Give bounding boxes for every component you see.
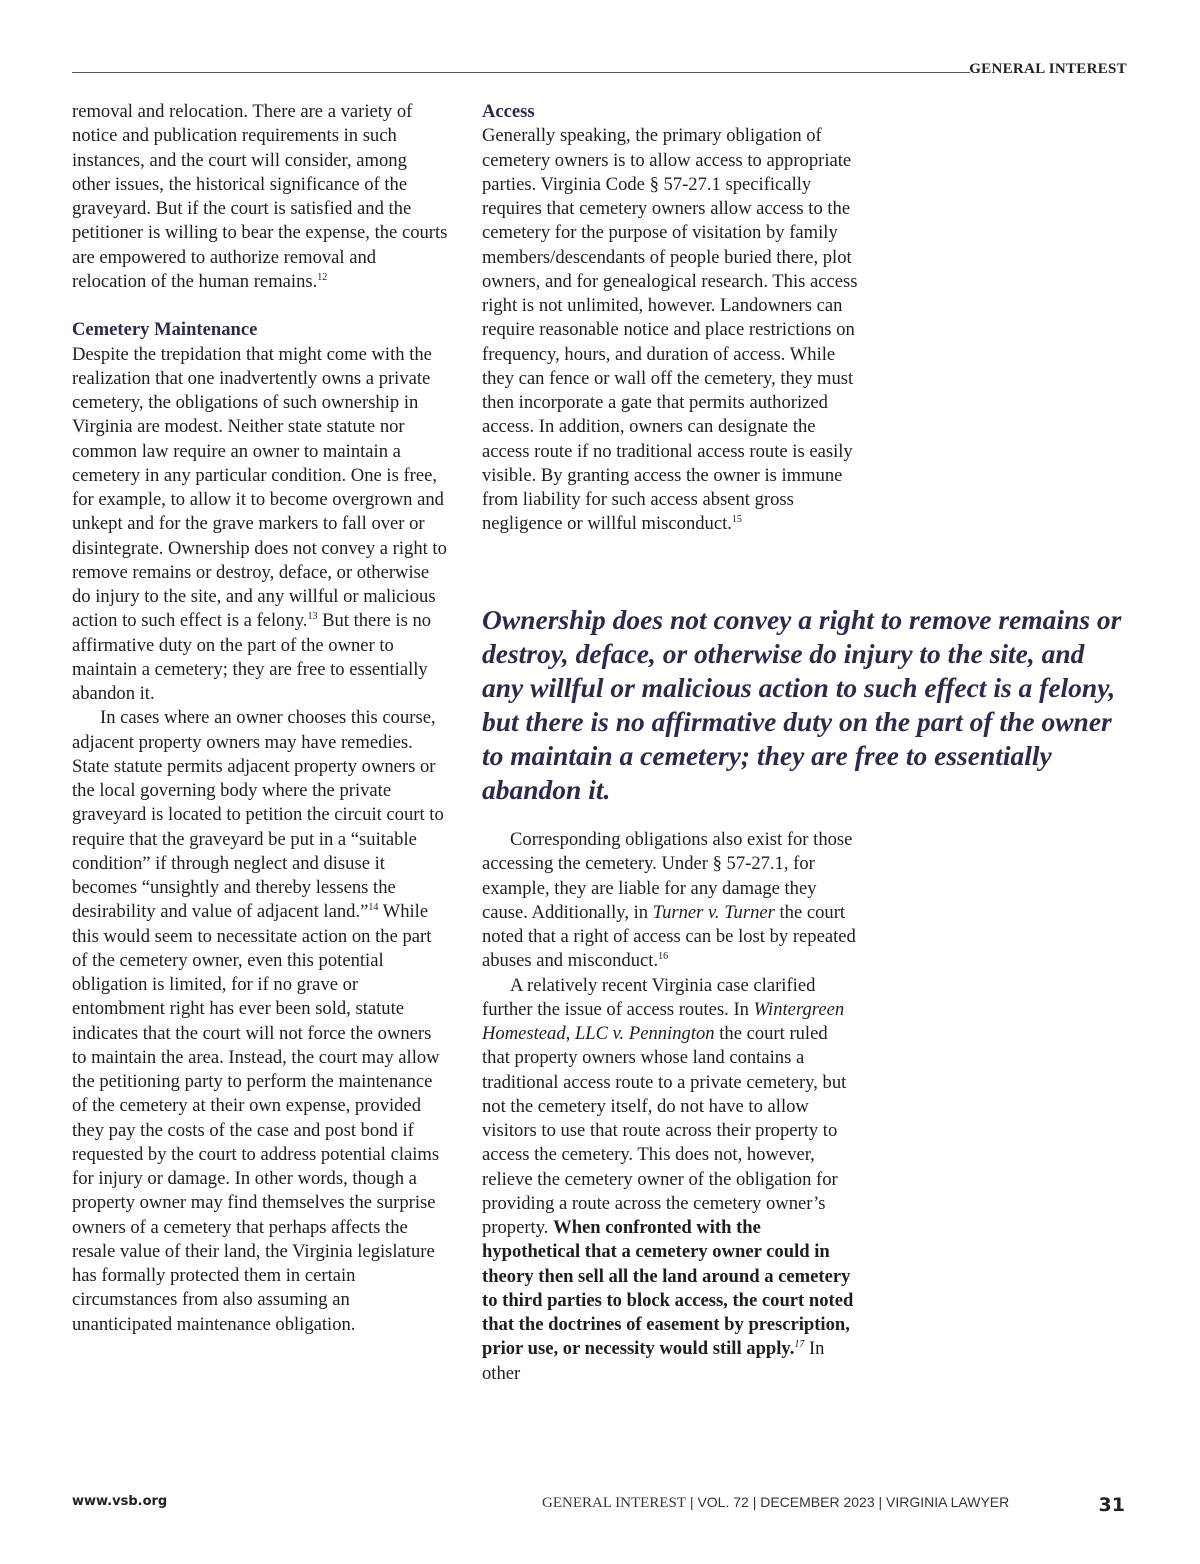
footnote-ref-15: 15 bbox=[731, 514, 742, 526]
footnote-ref-16: 16 bbox=[658, 951, 669, 963]
footer-url[interactable]: www.vsb.org bbox=[72, 1494, 168, 1509]
heading-access: Access bbox=[482, 101, 535, 122]
footnote-ref-13: 13 bbox=[307, 611, 318, 623]
case-name-wintergreen: Wintergreen Homestead, LLC v. Pennington bbox=[482, 998, 845, 1044]
pull-quote: Ownership does not convey a right to remove remains or destroy, deface, or otherwise do injury to the site, and any willful or malicious action to such effect is a felony, but there is no affirmative duty on the part of the owner to maintain a cemetery; they are free to essentially abandon it. bbox=[482, 604, 1122, 805]
section-label: GENERAL INTEREST bbox=[969, 61, 1127, 77]
footer-publication-info: GENERAL INTEREST | VOL. 72 | DECEMBER 2023 | VIRGINIA LAWYER bbox=[542, 1494, 1010, 1511]
paragraph-corresponding-obligations: Corresponding obligations also exist for those accessing the cemetery. Under § 57-27.1, for example, they are liable for any damage they cause. Additionally, in Turner v. Turner the court noted that a right of access can be lost by repeated abuses and misconduct.$^{16}$ bbox=[482, 829, 856, 972]
left-column bbox=[72, 100, 448, 1337]
bold-holding-text: When confronted with the hypothetical that a cemetery owner could in theory then sell all the land around a cemetery to third parties to block access, the court noted that the doctrines of easement by prescription, prior use, or necessity would still apply. bbox=[482, 1217, 854, 1360]
footnote-ref-17: 17 bbox=[794, 1339, 805, 1351]
paragraph-removal: removal and relocation. There are a variety of notice and publication requirements in such instances, and the court will consider, among other issues, the historical significance of the graveyard. But if the court is satisfied and the petitioner is willing to bear the expense, the courts are empowered to authorize removal and relocation of the human remains.$^{12}$ bbox=[72, 101, 448, 292]
paragraph-access: Generally speaking, the primary obligation of cemetery owners is to allow access to appropriate parties. Virginia Code § 57-27.1 specifically requires that cemetery owners allow access to the cemetery for the purpose of visitation by family members/descendants of people buried there, plot owners, and for genealogical research. This access right is not unlimited, however. Landowners can require reasonable notice and place restrictions on frequency, hours, and duration of access. While they can fence or wall off the cemetery, they must then incorporate a gate that permits authorized access. In addition, owners can designate the access route if no traditional access route is easily visible. By granting access the owner is immune from liability for such access absent gross negligence or willful misconduct.$^{15}$ bbox=[482, 125, 858, 535]
page-number: 31 bbox=[1098, 1494, 1125, 1516]
paragraph-wintergreen: A relatively recent Virginia case clarified further the issue of access routes. In Wintergreen Homestead, LLC v. Pennington the court ruled that property owners whose land contains a traditional access route to a private cemetery, but not the cemetery itself, do not have to allow visitors to use that route across their property to access the cemetery. This does not, however, relieve the cemetery owner of the obligation for providing a route across the cemetery owner’s property. When confronted with the hypothetical that a cemetery owner could in theory then sell all the land around a cemetery to third parties to block access, the court noted that the doctrines of easement by prescription, prior use, or necessity would still apply.$^{17}$ In other bbox=[482, 974, 854, 1384]
header-rule bbox=[72, 72, 970, 73]
right-column-bottom bbox=[482, 828, 860, 1386]
paragraph-adjacent-owners: In cases where an owner chooses this course, adjacent property owners may have remedies. State statute permits adjacent property owners or the local governing body where the private graveyard is located to petition the circuit court to require that the graveyard be put in a “suitable condition” if through neglect and disuse it becomes “unsightly and thereby lessens the desirability and value of adjacent land.”$^{14}$ While this would seem to necessitate action on the part of the cemetery owner, even this potential obligation is limited, for if no grave or entombment right has ever been sold, statute indicates that the court will not force the owners to maintain the area. Instead, the court may allow the petitioning party to perform the maintenance of the cemetery at their own expense, provided they pay the costs of the case and post bond if requested by the court to address potential claims for injury or damage. In other words, though a property owner may find themselves the surprise owners of a cemetery that perhaps affects the resale value of their land, the Virginia legislature has formally protected them in certain circumstances from also assuming an unanticipated maintenance obligation. bbox=[72, 707, 444, 1335]
heading-cemetery-maintenance: Cemetery Maintenance bbox=[72, 319, 258, 341]
right-column-top bbox=[482, 100, 860, 537]
footnote-ref-14: 14 bbox=[368, 902, 379, 914]
paragraph-maintenance: Despite the trepidation that might come with the realization that one inadvertently owns a private cemetery, the obligations of such ownership in Virginia are modest. Neither state statute nor common law require an owner to maintain a cemetery in any particular condition. One is free, for example, to allow it to become overgrown and unkept and for the grave markers to fall over or disintegrate. Ownership does not convey a right to remove remains or destroy, deface, or otherwise do injury to the site, and any willful or malicious action to such effect is a felony.$^{13}$ But there is no affirmative duty on the part of the owner to maintain a cemetery; they are free to essentially abandon it. bbox=[72, 343, 447, 704]
footnote-ref-12: 12 bbox=[317, 271, 328, 283]
case-name-turner: Turner v. Turner bbox=[652, 901, 775, 923]
